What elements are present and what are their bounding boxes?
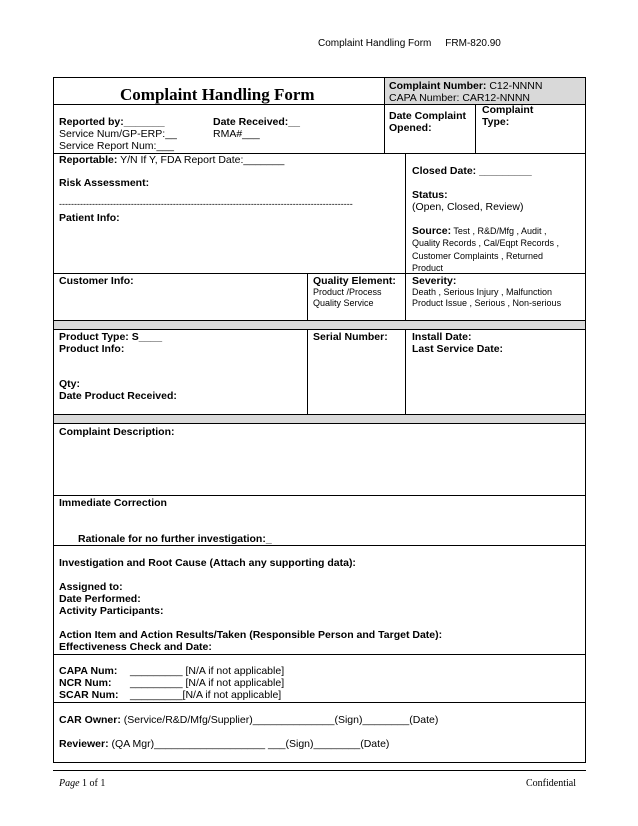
capa-num-value: _________ [N/A if not applicable] — [130, 665, 285, 677]
investigation: Investigation and Root Cause (Attach any supporting data): — [59, 557, 356, 569]
qty: Qty: — [59, 378, 80, 390]
car-owner: CAR Owner: (Service/R&D/Mfg/Supplier)______________(Sign)________(Date) — [59, 714, 439, 726]
rationale: Rationale for no further investigation:_ — [78, 533, 272, 545]
divider — [405, 153, 406, 273]
divider — [384, 77, 385, 153]
gray-band — [54, 321, 585, 329]
divider — [53, 702, 586, 703]
serial-number: Serial Number: — [313, 331, 388, 343]
reported-by: Reported by:_______ — [59, 116, 165, 128]
divider — [53, 545, 586, 546]
divider — [53, 495, 586, 496]
service-report-num: Service Report Num:___ — [59, 140, 174, 152]
complaint-type-2: Type: — [482, 116, 510, 128]
frame-right — [585, 77, 586, 762]
frame-bottom — [53, 762, 586, 763]
divider — [475, 104, 476, 153]
reportable: Reportable: Y/N If Y, FDA Report Date:_______ — [59, 154, 285, 166]
divider — [53, 654, 586, 655]
capa-number: CAPA Number: CAR12-NNNN — [389, 92, 531, 104]
quality-line-2: Quality Service — [313, 298, 374, 308]
date-product-received: Date Product Received: — [59, 390, 177, 402]
dash-separator: -------------------------------------------------------------------------------------------------- — [59, 199, 353, 209]
ncr-num-value: _________ [N/A if not applicable] — [130, 677, 285, 689]
status-value: (Open, Closed, Review) — [412, 201, 524, 213]
assigned-to: Assigned to: — [59, 581, 123, 593]
form-header — [318, 38, 501, 49]
gray-band — [54, 415, 585, 423]
closed-date: Closed Date: _________ — [412, 165, 532, 177]
severity-line-1: Death , Serious Injury , Malfunction — [412, 287, 553, 297]
form-title: Complaint Handling Form — [120, 85, 315, 104]
rma-number: RMA#___ — [213, 128, 260, 140]
product-type: Product Type: S____ — [59, 331, 163, 343]
date-performed: Date Performed: — [59, 593, 141, 605]
service-num: Service Num/GP-ERP:__ — [59, 128, 177, 140]
customer-info: Customer Info: — [59, 275, 134, 287]
divider — [53, 273, 586, 274]
status-label: Status: — [412, 189, 448, 201]
divider — [307, 273, 308, 320]
product-info: Product Info: — [59, 343, 125, 355]
immediate-correction: Immediate Correction — [59, 497, 167, 509]
effectiveness-check: Effectiveness Check and Date: — [59, 641, 212, 653]
scar-num-label: SCAR Num: — [59, 689, 119, 701]
severity-line-2: Product Issue , Serious , Non-serious — [412, 298, 562, 308]
severity: Severity: — [412, 275, 457, 287]
divider — [53, 423, 586, 424]
complaint-description: Complaint Description: — [59, 426, 175, 438]
reviewer: Reviewer: (QA Mgr)___________________ ___(Sign)________(Date) — [59, 738, 390, 750]
quality-element: Quality Element: — [313, 275, 396, 287]
action-item: Action Item and Action Results/Taken (Responsible Person and Target Date): — [59, 629, 443, 641]
complaint-type-1: Complaint — [482, 104, 534, 116]
source-line-2: Quality Records , Cal/Eqpt Records , — [412, 238, 560, 248]
ncr-num-label: NCR Num: — [59, 677, 112, 689]
source: Source: Test , R&D/Mfg , Audit , — [412, 225, 547, 237]
page-number: Page 1 of 1 — [59, 778, 106, 789]
quality-line-1: Product /Process — [313, 287, 382, 297]
capa-num-label: CAPA Num: — [59, 665, 118, 677]
source-line-3: Customer Complaints , Returned — [412, 251, 544, 261]
install-date: Install Date: — [412, 331, 472, 343]
source-line-4: Product — [412, 263, 444, 273]
complaint-number: Complaint Number: C12-NNNN — [389, 80, 543, 92]
date-complaint-opened-2: Opened: — [389, 122, 432, 134]
last-service-date: Last Service Date: — [412, 343, 504, 355]
date-received: Date Received:__ — [213, 116, 300, 128]
form-code: FRM-820.90 — [445, 38, 501, 49]
risk-assessment: Risk Assessment: — [59, 177, 150, 189]
patient-info: Patient Info: — [59, 212, 120, 224]
form-name: Complaint Handling Form — [318, 38, 432, 49]
divider — [405, 329, 406, 414]
footer-rule — [53, 770, 586, 771]
activity-participants: Activity Participants: — [59, 605, 164, 617]
date-complaint-opened-1: Date Complaint — [389, 110, 467, 122]
scar-num-value: _________[N/A if not applicable] — [130, 689, 282, 701]
confidential-label: Confidential — [526, 778, 576, 789]
divider — [405, 273, 406, 320]
divider — [307, 329, 308, 414]
divider — [53, 329, 586, 330]
